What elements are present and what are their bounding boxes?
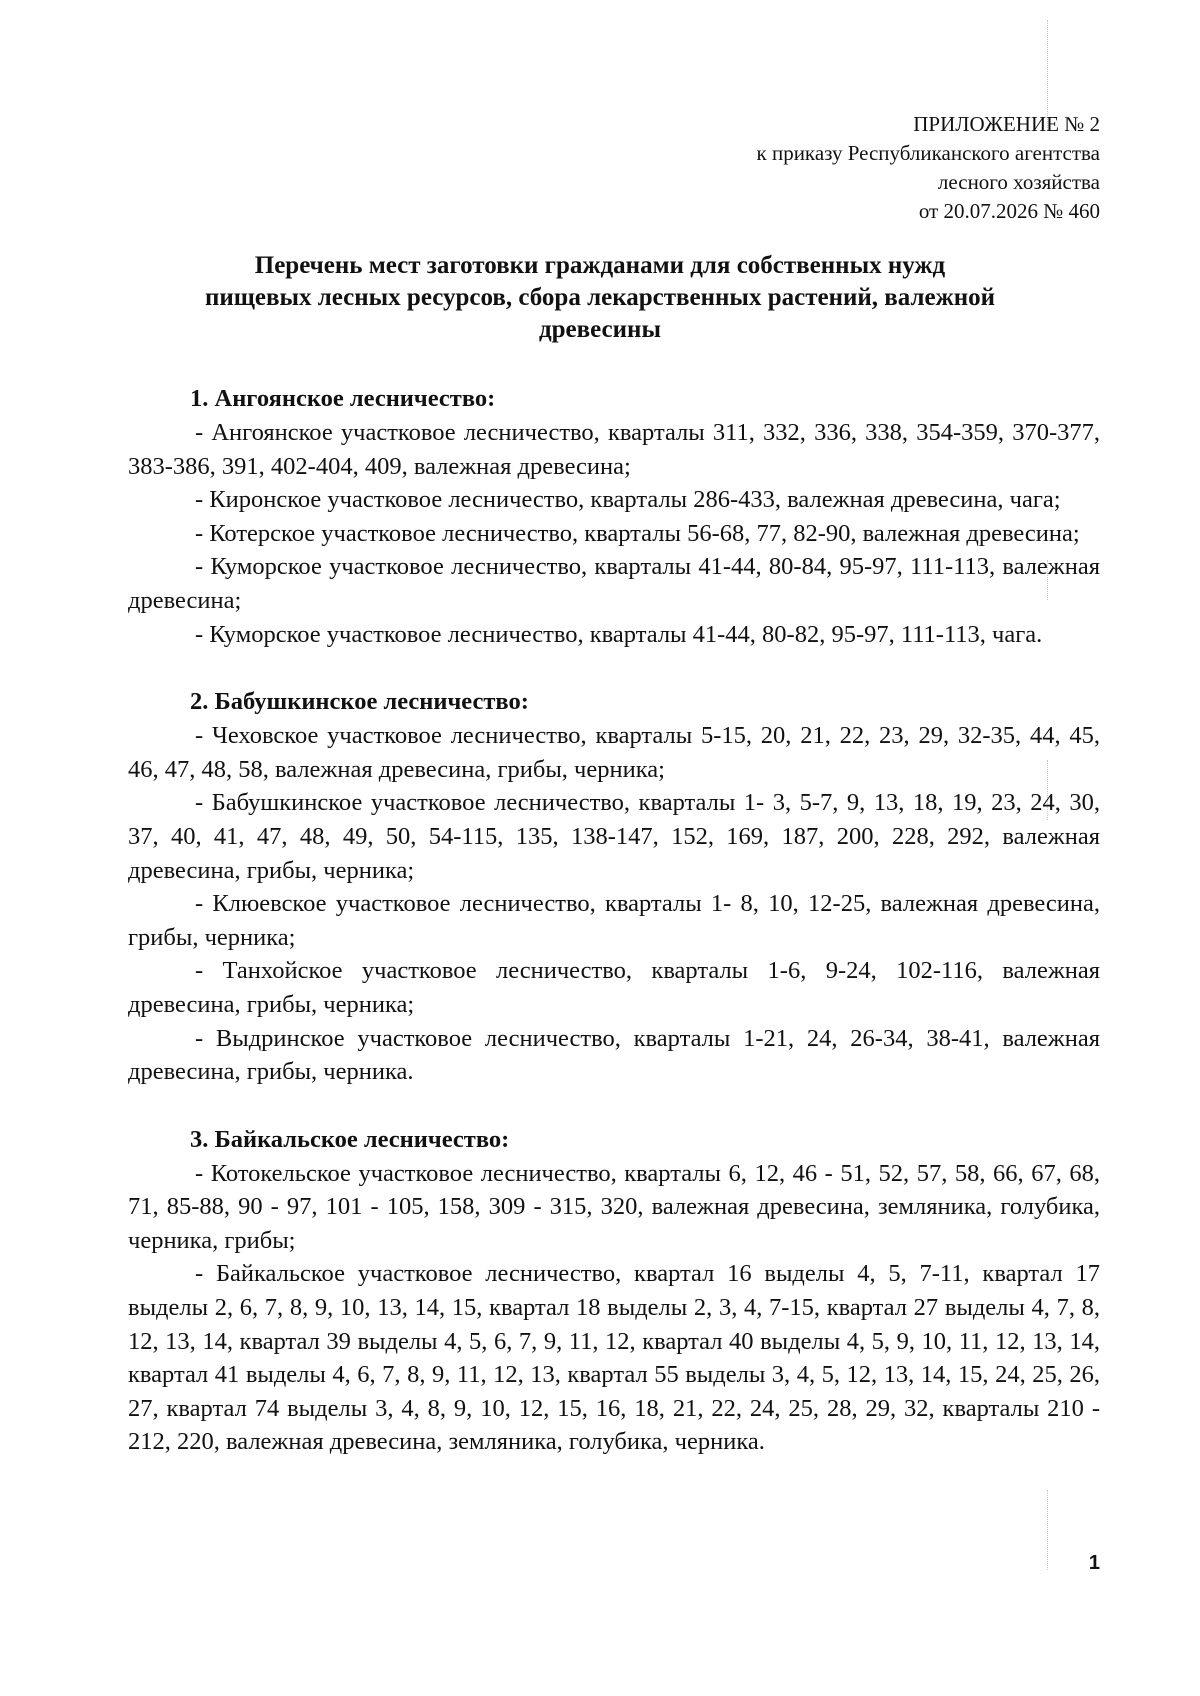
- section-heading: 2. Бабушкинское лесничество:: [190, 688, 529, 716]
- list-item: - Ангоянское участковое лесничество, кварталы 311, 332, 336, 338, 354-359, 370-377, 383-386, 391, 402-404, 409, валежная древесина;: [128, 419, 1100, 480]
- section-heading: 3. Байкальское лесничество:: [190, 1125, 510, 1153]
- list-item: - Котокельское участковое лесничество, кварталы 6, 12, 46 - 51, 52, 57, 58, 66, 67, 68, 71, 85-88, 90 - 97, 101 - 105, 158, 309 - 315, 320, валежная древесина, земляника, голубика, черника, грибы;: [128, 1159, 1100, 1254]
- section-angoyan: [128, 382, 1100, 651]
- list-item: - Байкальское участковое лесничество, квартал 16 выделы 4, 5, 7-11, квартал 17 выделы 2, 6, 7, 8, 9, 10, 13, 14, 15, квартал 18 выделы 2, 3, 4, 7-15, квартал 27 выделы 4, 7, 8, 12, 13, 14, квартал 39 выделы 4, 5, 6, 7, 9, 11, 12, квартал 40 выделы 4, 5, 9, 10, 11, 12, 13, 14, квартал 41 выделы 4, 6, 7, 8, 9, 11, 12, 13, квартал 55 выделы 3, 4, 5, 12, 13, 14, 15, 24, 25, 26, 27, квартал 74 выделы 3, 4, 8, 9, 10, 12, 15, 16, 18, 21, 22, 24, 25, 28, 29, 32, кварталы 210 - 212, 220, валежная древесина, земляника, голубика, черника.: [128, 1260, 1100, 1456]
- section-babushkin: [128, 685, 1100, 1089]
- appendix-date-number: от 20.07.2026 № 460: [918, 199, 1100, 223]
- appendix-agency: лесного хозяйства: [937, 170, 1100, 194]
- list-item: - Киронское участковое лесничество, кварталы 286-433, валежная древесина, чага;: [195, 486, 1061, 514]
- document-body: [128, 382, 1100, 1493]
- section-heading: 1. Ангоянское лесничество:: [190, 385, 496, 412]
- title-line: древесины: [539, 316, 661, 343]
- list-item: - Куморское участковое лесничество, кварталы 41-44, 80-82, 95-97, 111-113, чага.: [195, 620, 1043, 648]
- appendix-header: [540, 110, 1100, 226]
- title-line: пищевых лесных ресурсов, сбора лекарственных растений, валежной: [204, 284, 996, 311]
- list-item: - Клюевское участковое лесничество, кварталы 1- 8, 10, 12-25, валежная древесина, грибы, черника;: [128, 890, 1100, 951]
- document-title: [110, 250, 1090, 346]
- list-item: - Бабушкинское участковое лесничество, кварталы 1- 3, 5-7, 9, 13, 18, 19, 23, 24, 30, 37, 40, 41, 47, 48, 49, 50, 54-115, 135, 138-147, 152, 169, 187, 200, 228, 292, валежная древесина, грибы, черника;: [128, 789, 1100, 884]
- list-item: - Танхойское участковое лесничество, кварталы 1-6, 9-24, 102-116, валежная древесина, грибы, черника;: [128, 957, 1100, 1018]
- list-item: - Котерское участковое лесничество, кварталы 56-68, 77, 82-90, валежная древесина;: [195, 519, 1080, 547]
- list-item: - Чеховское участковое лесничество, кварталы 5-15, 20, 21, 22, 23, 29, 32-35, 44, 45, 46, 47, 48, 58, валежная древесина, грибы, черника;: [128, 722, 1100, 783]
- appendix-order-ref: к приказу Республиканского агентства: [756, 141, 1100, 165]
- page-number: 1: [1088, 1552, 1100, 1574]
- scan-artifact: [1047, 1490, 1050, 1570]
- list-item: - Куморское участковое лесничество, кварталы 41-44, 80-84, 95-97, 111-113, валежная древесина;: [128, 553, 1100, 614]
- section-baikal: [128, 1123, 1100, 1459]
- title-line: Перечень мест заготовки гражданами для собственных нужд: [254, 252, 946, 279]
- appendix-number: ПРИЛОЖЕНИЕ № 2: [913, 112, 1100, 136]
- list-item: - Выдринское участковое лесничество, кварталы 1-21, 24, 26-34, 38-41, валежная древесина, грибы, черника.: [128, 1024, 1100, 1086]
